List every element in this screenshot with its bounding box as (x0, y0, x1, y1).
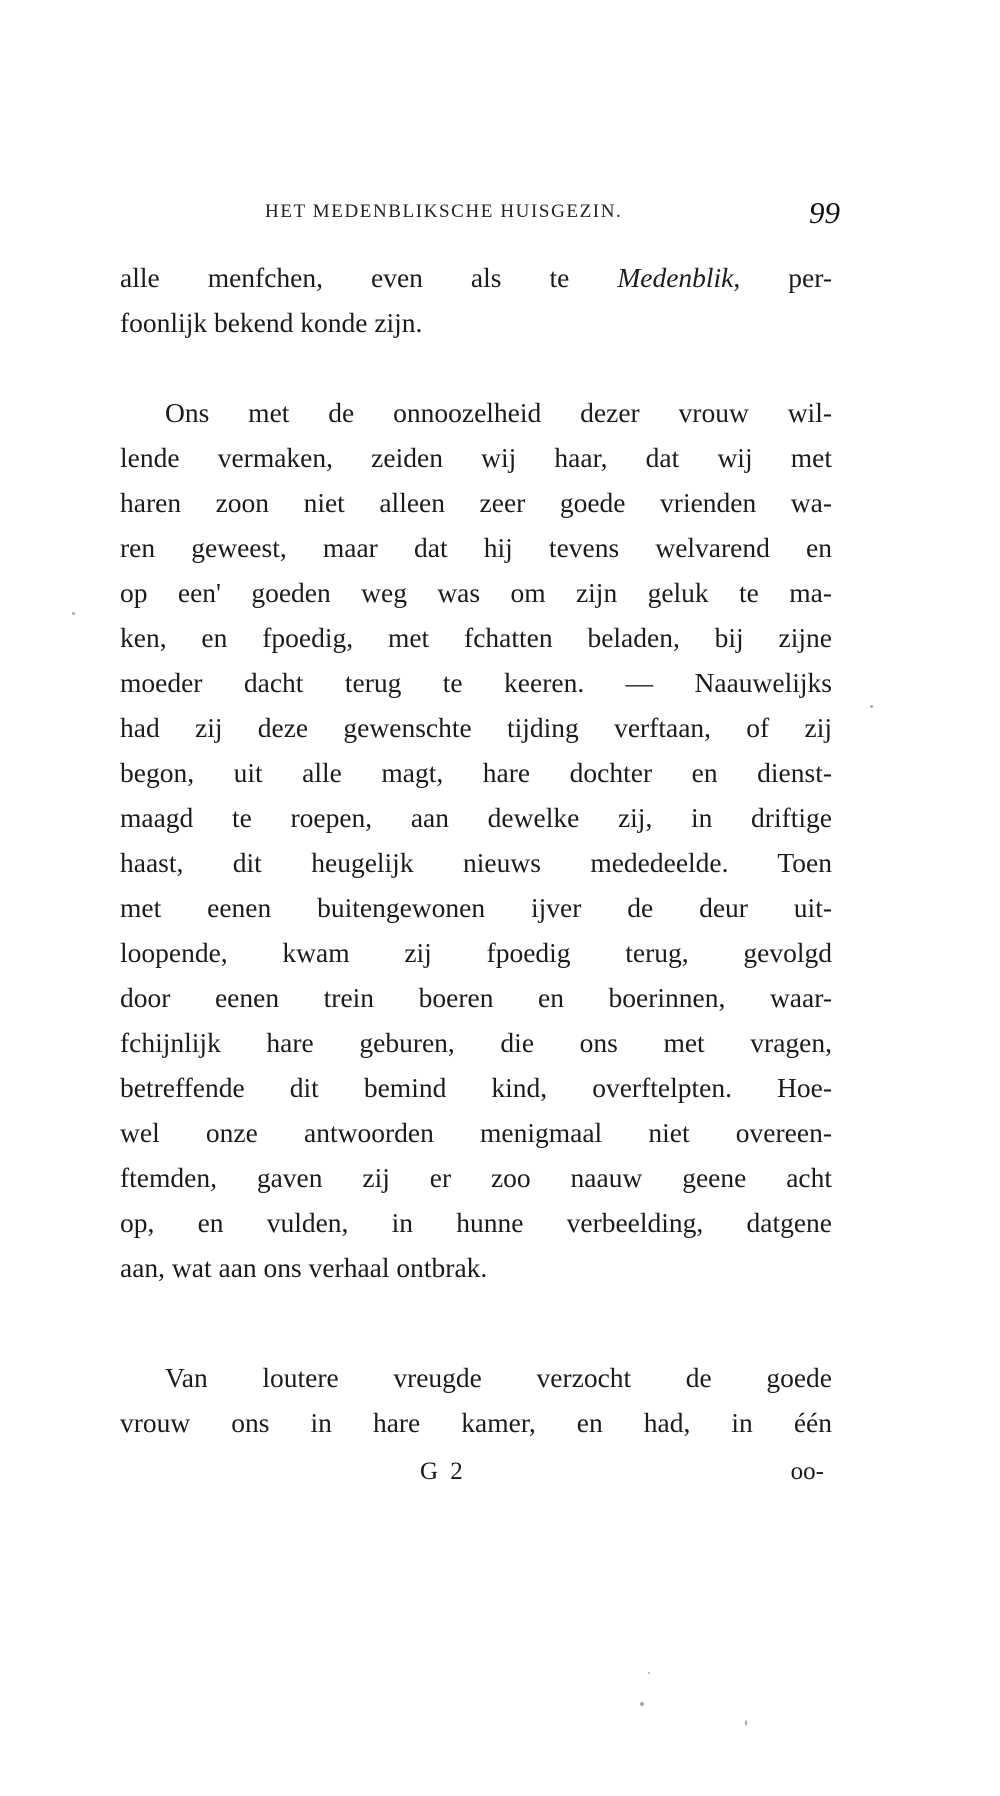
text-line: begon, uit alle magt, hare dochter en dienst- (120, 757, 832, 788)
text-line: maagd te roepen, aan dewelke zij, in driftige (120, 802, 832, 833)
text-line: ftemden, gaven zij er zoo naauw geene acht (120, 1162, 832, 1193)
paper-speck (648, 1672, 650, 1674)
text-line: alle menfchen, even als te Medenblik, per- (120, 262, 832, 293)
text-line: lende vermaken, zeiden wij haar, dat wij met (120, 442, 832, 473)
text-line: betreffende dit bemind kind, overftelpten. Hoe- (120, 1072, 832, 1103)
paragraph-3 (120, 1355, 832, 1445)
signature-mark: G 2 (420, 1458, 466, 1485)
page-footer (120, 1450, 832, 1495)
text-line: op, en vulden, in hunne verbeelding, datgene (120, 1207, 832, 1238)
text-line: Van loutere vreugde verzocht de goede (165, 1362, 832, 1393)
text-line: haren zoon niet alleen zeer goede vrienden wa- (120, 487, 832, 518)
paper-speck (72, 612, 75, 615)
text-line: Ons met de onnoozelheid dezer vrouw wil- (165, 397, 832, 428)
text-line: met eenen buitengewonen ijver de deur uit- (120, 892, 832, 923)
running-head (265, 195, 840, 235)
text-line: ren geweest, maar dat hij tevens welvarend en (120, 532, 832, 563)
text-line: vrouw ons in hare kamer, en had, in één (120, 1407, 832, 1438)
text-line: loopende, kwam zij fpoedig terug, gevolgd (120, 937, 832, 968)
text-line: haast, dit heugelijk nieuws mededeelde. Toen (120, 847, 832, 878)
text-line: foonlijk bekend konde zijn. (120, 307, 423, 338)
place-name-italic: Medenblik (617, 262, 734, 293)
text-line: moeder dacht terug te keeren. — Naauwelijks (120, 667, 832, 698)
paragraph-2 (120, 390, 832, 1290)
page-number: 99 (809, 195, 840, 230)
catchword: oo- (790, 1458, 824, 1485)
paper-speck (640, 1702, 644, 1706)
text-line: door eenen trein boeren en boerinnen, waar- (120, 982, 832, 1013)
text-line: aan, wat aan ons verhaal ontbrak. (120, 1252, 488, 1283)
paper-speck (745, 1720, 747, 1726)
paper-speck (870, 705, 873, 708)
text-line: op een' goeden weg was om zijn geluk te ma- (120, 577, 832, 608)
text-line: ken, en fpoedig, met fchatten beladen, bij zijne (120, 622, 832, 653)
running-title: HET MEDENBLIKSCHE HUISGEZIN. (265, 201, 623, 222)
text-line: wel onze antwoorden menigmaal niet overeen- (120, 1117, 832, 1148)
text-line: had zij deze gewenschte tijding verftaan, of zij (120, 712, 832, 743)
paragraph-1 (120, 255, 832, 345)
text-line: fchijnlijk hare geburen, die ons met vragen, (120, 1027, 832, 1058)
